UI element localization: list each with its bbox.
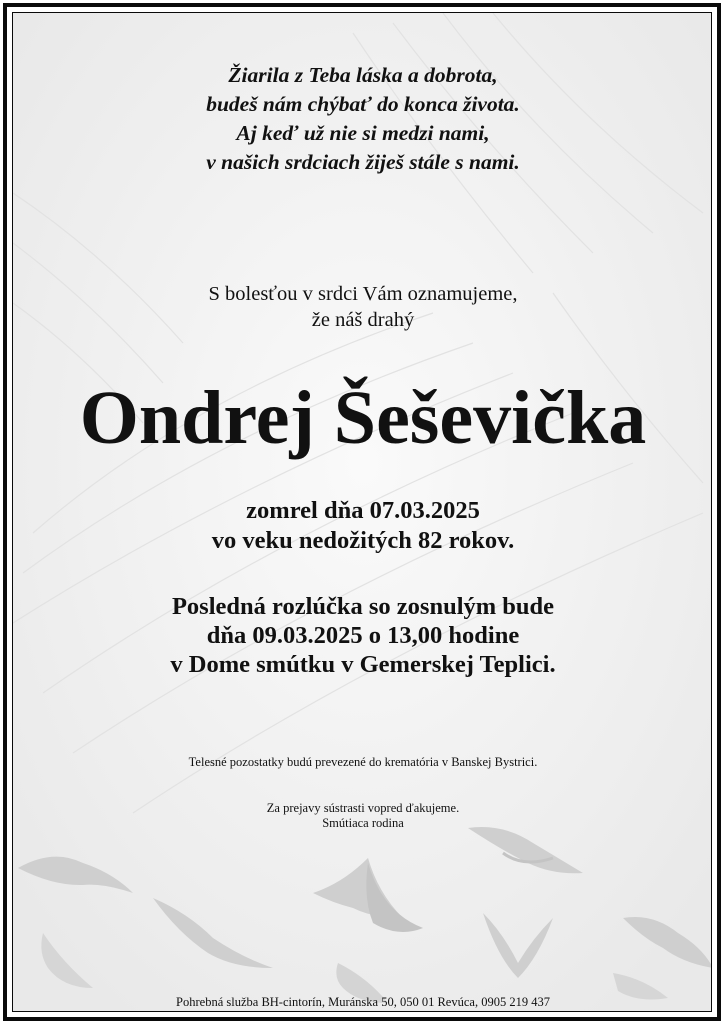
funeral-line: Posledná rozlúčka so zosnulým bude: [171, 593, 555, 620]
funeral-service-footer: Pohrebná služba BH-cintorín, Muránska 50, 050 01 Revúca, 0905 219 437: [176, 995, 550, 1009]
obituary-content: [13, 13, 712, 1012]
deceased-name: Ondrej Šeševička: [79, 376, 647, 460]
poem-line: budeš nám chýbať do konca života.: [206, 92, 520, 116]
funeral-line: dňa 09.03.2025 o 13,00 hodine: [206, 622, 520, 649]
funeral-line: v Dome smútku v Gemerskej Teplici.: [170, 651, 556, 678]
intro-line: že náš drahý: [311, 309, 415, 331]
inner-border-frame: [12, 12, 712, 1012]
poem-line: Žiarila z Teba láska a dobrota,: [228, 63, 498, 87]
signature-line: Smútiaca rodina: [322, 816, 404, 830]
memorial-poem: [13, 61, 712, 177]
intro-line: S bolesťou v srdci Vám oznamujeme,: [208, 283, 518, 305]
thanks-line: Za prejavy sústrasti vopred ďakujeme.: [266, 801, 460, 815]
death-date-line: zomrel dňa 07.03.2025: [246, 497, 480, 524]
announcement-intro: [13, 281, 712, 333]
poem-line: v našich srdciach žiješ stále s nami.: [206, 150, 520, 174]
poem-line: Aj keď už nie si medzi nami,: [236, 121, 490, 145]
death-details: [13, 496, 712, 556]
age-line: vo veku nedožitých 82 rokov.: [211, 527, 515, 554]
thanks-note: [13, 801, 712, 831]
remains-note: Telesné pozostatky budú prevezené do krematória v Banskej Bystrici.: [188, 755, 538, 769]
funeral-details: [13, 592, 712, 679]
